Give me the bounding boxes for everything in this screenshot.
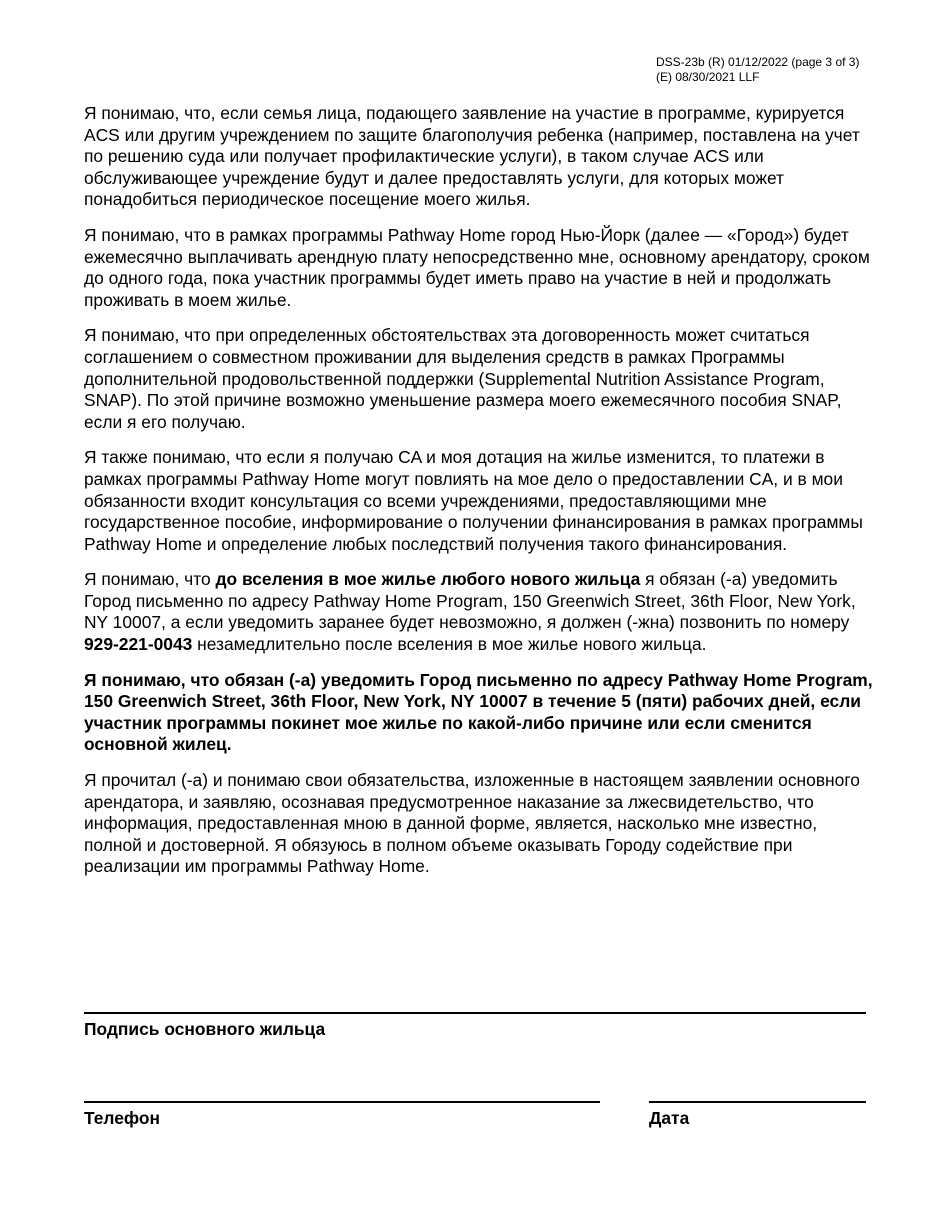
signature-label: Подпись основного жильца [84, 1019, 326, 1039]
p5-phone-number: 929-221-0043 [84, 634, 193, 655]
p6-bold-text: Я понимаю, что обязан (-а) уведомить Город письменно по адресу Pathway Home Program, 150 Greenwich Street, 36th Floor, New York, NY 10007 в течение 5 (пяти) рабочих дней, если участник программы покинет мое жилье по какой-либо причине или если сменится основной жилец. [84, 669, 873, 755]
form-code-line-2: (E) 08/30/2021 LLF [656, 70, 760, 84]
paragraph-attestation: Я прочитал (-а) и понимаю свои обязательства, изложенные в настоящем заявлении основного арендатора, и заявляю, осознавая предусмотренное наказание за лжесвидетельство, что информация, предоставленная мною в данной форме, является, насколько мне известно, полной и достоверной. Я обязуюсь в полном объеме оказывать Городу содействие при реализации им программы Pathway Home. [84, 770, 860, 877]
paragraph-snap-benefits: Я понимаю, что при определенных обстоятельствах эта договоренность может считаться соглашением о совместном проживании для выделения средств в рамках Программы дополнительной продовольственной поддержки (Supplemental Nutrition Assistance Program, SNAP). По этой причине возможно уменьшение размера моего ежемесячного пособия SNAP, если я его получаю. [84, 325, 842, 432]
paragraph-new-occupant [84, 569, 874, 655]
signature-line[interactable] [84, 1012, 866, 1014]
form-code-line-1: DSS-23b (R) 01/12/2022 (page 3 of 3) [656, 55, 860, 69]
phone-label: Телефон [84, 1108, 161, 1128]
phone-line[interactable] [84, 1101, 600, 1103]
p5-text-e: незамедлительно после вселения в мое жилье нового жильца. [192, 634, 707, 655]
paragraph-notify-departure [84, 670, 874, 756]
p5-bold-phrase: до вселения в мое жилье любого нового жильца [215, 569, 641, 590]
p5-text-c: я обязан (-а) уведомить Город письменно по адресу Pathway Home Program, 150 Greenwich Street, 36th Floor, New York, NY 10007, а если уведомить заранее будет невозможно, я должен (-жна) позвонить по номеру [84, 569, 856, 633]
paragraph-ca-impact: Я также понимаю, что если я получаю CA и моя дотация на жилье изменится, то платежи в рамках программы Pathway Home могут повлиять на мое дело о предоставлении CA, и в мои обязанности входит консультация со всеми учреждениями, предоставляющими мне государственное пособие, информирование о получении финансирования в рамках программы Pathway Home и определение любых последствий получения такого финансирования. [84, 447, 863, 554]
form-code [656, 55, 859, 85]
date-line[interactable] [649, 1101, 866, 1103]
p5-text-a: Я понимаю, что [84, 569, 216, 590]
date-label: Дата [649, 1108, 690, 1128]
paragraph-acs-visits: Я понимаю, что, если семья лица, подающего заявление на участие в программе, курируется ACS или другим учреждением по защите благополучия ребенка (например, поставлена на учет по решению суда или получает профилактические услуги), в таком случае ACS или обслуживающее учреждение будут и далее предоставлять услуги, для которых может понадобиться периодическое посещение моего жилья. [84, 103, 860, 210]
paragraph-rent-payments: Я понимаю, что в рамках программы Pathway Home город Нью-Йорк (далее — «Город») будет ежемесячно выплачивать арендную плату непосредственно мне, основному арендатору, сроком до одного года, пока участник программы будет иметь право на участие в ней и продолжать проживать в моем жилье. [84, 224, 870, 310]
document-body [84, 103, 874, 892]
